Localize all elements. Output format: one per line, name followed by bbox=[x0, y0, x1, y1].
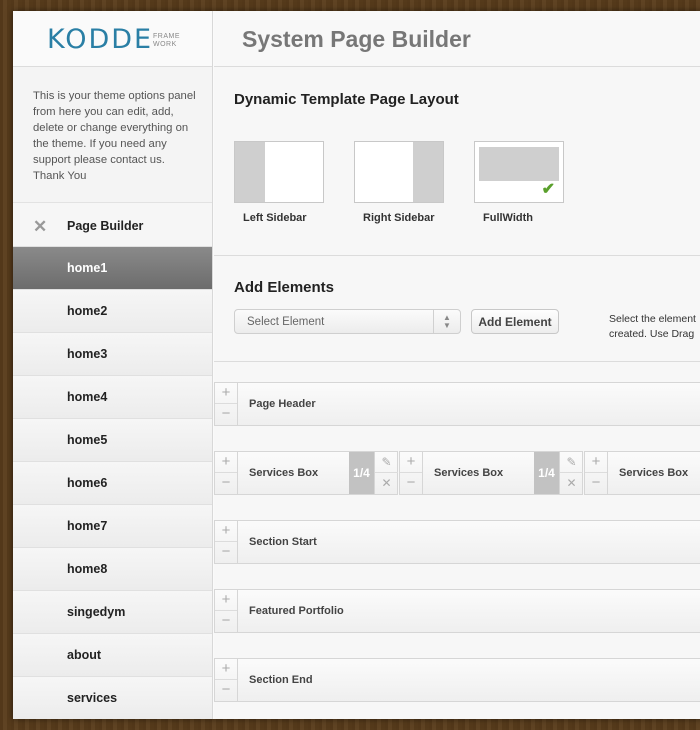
logo-subtext: FRAME WORK bbox=[153, 33, 180, 48]
element-label: Section Start bbox=[249, 536, 317, 548]
element-featured-portfolio[interactable] bbox=[214, 589, 700, 633]
plus-icon[interactable]: + bbox=[400, 452, 422, 473]
sidebar-item-label: home5 bbox=[67, 433, 108, 447]
title-bar bbox=[214, 11, 700, 67]
element-select[interactable] bbox=[234, 309, 461, 334]
pencil-icon[interactable]: ✎ bbox=[560, 452, 583, 473]
element-resize-controls bbox=[215, 590, 238, 632]
element-section-start[interactable] bbox=[214, 520, 700, 564]
checkmark-icon: ✔ bbox=[541, 181, 555, 198]
element-services-box[interactable] bbox=[214, 451, 398, 495]
app-window bbox=[13, 11, 700, 719]
fullwidth-preview bbox=[479, 147, 559, 181]
layout-section bbox=[214, 67, 700, 256]
logo-text: KODDE bbox=[47, 24, 154, 55]
select-arrows-icon: ▲ ▼ bbox=[433, 310, 460, 333]
minus-icon[interactable]: − bbox=[591, 474, 601, 491]
sidebar-item-home7[interactable] bbox=[13, 505, 212, 548]
sidebar-item-home3[interactable] bbox=[13, 333, 212, 376]
add-elements-help bbox=[609, 312, 696, 342]
plus-icon[interactable]: + bbox=[585, 452, 607, 473]
add-element-button[interactable]: Add Element bbox=[471, 309, 559, 334]
minus-icon[interactable]: − bbox=[221, 681, 231, 698]
minus-icon[interactable]: − bbox=[406, 474, 416, 491]
sidebar-item-about[interactable] bbox=[13, 634, 212, 677]
element-tools bbox=[559, 452, 583, 494]
help-line-1: Select the element bbox=[609, 313, 696, 325]
layout-option-fullwidth[interactable] bbox=[474, 141, 564, 203]
minus-icon[interactable]: − bbox=[221, 543, 231, 560]
page-title: System Page Builder bbox=[242, 26, 471, 52]
element-label: Page Header bbox=[249, 398, 316, 410]
help-line-2: created. Use Drag bbox=[609, 328, 695, 340]
element-resize-controls bbox=[400, 452, 423, 494]
plus-icon[interactable]: + bbox=[215, 521, 237, 542]
sidebar-item-label: home3 bbox=[67, 347, 108, 361]
sidebar-item-label: home4 bbox=[67, 390, 108, 404]
sidebar-item-label: home2 bbox=[67, 304, 108, 318]
plus-icon[interactable]: + bbox=[215, 383, 237, 404]
pencil-icon[interactable]: ✎ bbox=[375, 452, 398, 473]
element-tools bbox=[374, 452, 398, 494]
element-resize-controls bbox=[585, 452, 608, 494]
plus-icon[interactable]: + bbox=[215, 452, 237, 473]
layout-option-left-sidebar[interactable] bbox=[234, 141, 324, 203]
minus-icon[interactable]: − bbox=[221, 405, 231, 422]
element-resize-controls bbox=[215, 521, 238, 563]
add-elements-title: Add Elements bbox=[234, 279, 335, 296]
minus-icon[interactable]: − bbox=[221, 474, 231, 491]
layout-section-title: Dynamic Template Page Layout bbox=[234, 91, 459, 108]
sidebar-item-singedym[interactable] bbox=[13, 591, 212, 634]
add-elements-section bbox=[214, 256, 700, 362]
layout-label-left-sidebar: Left Sidebar bbox=[243, 212, 307, 224]
sidebar-item-home5[interactable] bbox=[13, 419, 212, 462]
element-label: Services Box bbox=[619, 467, 689, 479]
element-resize-controls bbox=[215, 659, 238, 701]
size-badge: 1/4 bbox=[534, 452, 559, 494]
minus-icon[interactable]: − bbox=[221, 612, 231, 629]
element-section-end[interactable] bbox=[214, 658, 700, 702]
element-page-header[interactable] bbox=[214, 382, 700, 426]
size-badge: 1/4 bbox=[349, 452, 374, 494]
right-sidebar-preview bbox=[413, 142, 443, 202]
layout-option-right-sidebar[interactable] bbox=[354, 141, 444, 203]
sidebar bbox=[13, 11, 213, 719]
sidebar-item-home8[interactable] bbox=[13, 548, 212, 591]
layout-label-right-sidebar: Right Sidebar bbox=[363, 212, 435, 224]
sidebar-item-home1[interactable] bbox=[13, 247, 212, 290]
sidebar-item-home6[interactable] bbox=[13, 462, 212, 505]
element-select-value: Select Element bbox=[247, 316, 325, 328]
logo[interactable] bbox=[13, 11, 212, 67]
element-label: Section End bbox=[249, 674, 313, 686]
sidebar-item-home2[interactable] bbox=[13, 290, 212, 333]
sidebar-item-services[interactable] bbox=[13, 677, 212, 719]
element-label: Services Box bbox=[249, 467, 319, 479]
element-label: Featured Portfolio bbox=[249, 605, 344, 617]
sidebar-header-page-builder[interactable] bbox=[13, 203, 212, 247]
close-icon[interactable]: ✕ bbox=[381, 476, 392, 490]
element-services-box[interactable] bbox=[584, 451, 700, 495]
main-panel bbox=[214, 11, 700, 719]
element-services-box[interactable] bbox=[399, 451, 583, 495]
sidebar-item-label: home1 bbox=[67, 261, 108, 275]
plus-icon[interactable]: + bbox=[215, 590, 237, 611]
sidebar-item-label: singedym bbox=[67, 605, 126, 619]
layout-label-fullwidth: FullWidth bbox=[483, 212, 533, 224]
sidebar-item-home4[interactable] bbox=[13, 376, 212, 419]
wrench-icon: ✕ bbox=[33, 217, 48, 236]
sidebar-item-label: about bbox=[67, 648, 102, 662]
element-label: Services Box bbox=[434, 467, 504, 479]
close-icon[interactable]: ✕ bbox=[566, 476, 577, 490]
sidebar-item-label: services bbox=[67, 691, 118, 705]
sidebar-header-label: Page Builder bbox=[67, 219, 144, 233]
sidebar-item-label: home7 bbox=[67, 519, 108, 533]
sidebar-item-label: home6 bbox=[67, 476, 108, 490]
plus-icon[interactable]: + bbox=[215, 659, 237, 680]
sidebar-item-label: home8 bbox=[67, 562, 108, 576]
element-resize-controls bbox=[215, 452, 238, 494]
left-sidebar-preview bbox=[235, 142, 265, 202]
element-resize-controls bbox=[215, 383, 238, 425]
sidebar-intro: This is your theme options panel from here you can edit, add, delete or change everything on the theme. If you need any support please contact us. Thank You bbox=[13, 67, 212, 203]
